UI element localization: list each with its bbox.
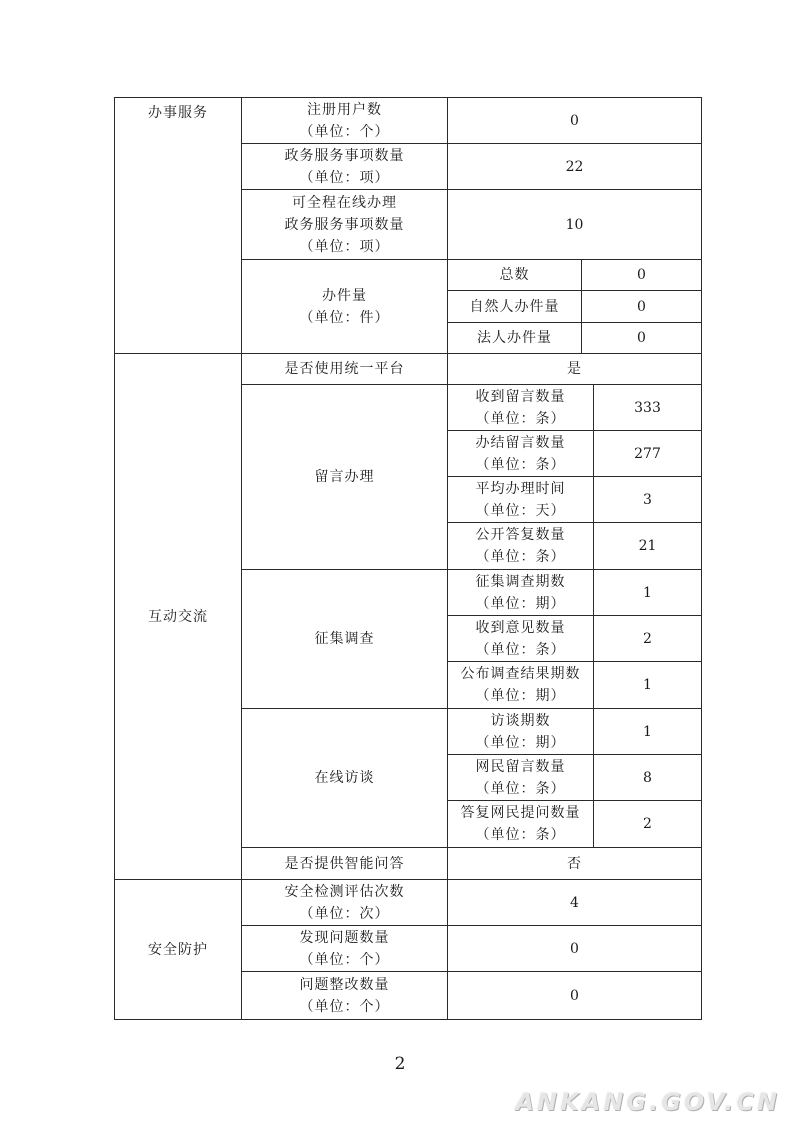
row-online-items-label [241,189,448,260]
messages-sub-label [447,476,594,523]
label: 访谈期数 [490,712,551,729]
handled-sub-value [581,322,702,354]
label: 政务服务事项数量 [284,147,405,164]
survey-sub-label [447,661,594,709]
group-label: 征集调查 [314,631,375,647]
watermark: ANKANG.GOV.CN [515,1088,780,1116]
row-handled-label [241,259,448,354]
interview-sub-value [593,708,702,755]
row-service-items-label [241,143,448,190]
unit: （单位：条） [475,549,566,565]
label: 政务服务事项数量 [284,216,405,233]
interview-sub-label [447,754,594,801]
value: 0 [637,330,646,346]
unit: （单位：次） [299,905,390,922]
label: 可全程在线办理 [292,194,397,211]
row-smart-qa-value [447,847,702,880]
unit: （单位：期） [475,734,566,751]
survey-sub-value [593,661,702,709]
messages-sub-label [447,522,594,570]
security-row-label [241,971,448,1020]
interview-sub-value [593,800,702,848]
value: 2 [643,816,652,832]
handled-sub-label [447,322,582,354]
messages-sub-value [593,384,702,431]
label: 总数 [499,267,530,283]
unit: （单位：条） [475,827,566,843]
messages-sub-value [593,476,702,523]
label: 网民留言数量 [475,758,566,775]
value: 1 [643,584,652,601]
unit: （单位：期） [475,595,566,612]
unit: （单位：件） [299,309,390,326]
messages-sub-value [593,430,702,477]
row-online-items-value [447,189,702,260]
group-survey [241,569,448,709]
group-label: 在线访谈 [314,770,375,786]
group-messages [241,384,448,570]
section-security [114,879,242,1020]
section-interaction-label: 互动交流 [148,608,208,625]
value: 8 [643,769,652,786]
security-row-label [241,925,448,972]
value: 21 [638,538,657,554]
label: 自然人办件量 [469,298,560,315]
value: 3 [643,491,652,508]
group-label: 留言办理 [314,469,375,485]
survey-sub-value [593,615,702,662]
security-row-value [447,925,702,972]
messages-sub-label [447,430,594,477]
row-unified-platform-label [241,353,448,385]
security-row-value [447,879,702,926]
label: 安全检测评估次数 [284,883,405,900]
label: 征集调查期数 [475,573,566,590]
security-row-label [241,879,448,926]
unit: （单位：条） [475,780,566,797]
value: 0 [570,112,579,129]
handled-sub-label [447,290,582,323]
interview-sub-value [593,754,702,801]
label: 答复网民提问数量 [460,805,581,821]
value: 22 [565,158,584,175]
value: 1 [643,677,652,693]
handled-sub-label [447,259,582,291]
value: 277 [634,445,661,462]
section-service-label: 办事服务 [148,105,208,121]
value: 10 [565,216,584,233]
value: 333 [634,399,661,416]
label: 收到意见数量 [475,619,566,636]
unit: （单位：期） [475,688,566,704]
value: 否 [567,855,582,872]
security-row-value [447,971,702,1020]
messages-sub-value [593,522,702,570]
survey-sub-value [593,569,702,616]
unit: （单位：天） [475,502,566,519]
interview-sub-label [447,708,594,755]
survey-sub-label [447,569,594,616]
label: 发现问题数量 [299,929,390,946]
section-service [114,97,242,354]
label: 办件量 [322,287,367,304]
label: 平均办理时间 [475,480,566,497]
unit: （单位：条） [475,456,566,473]
unit: （单位：项） [299,169,390,186]
label: 公布调查结果期数 [460,666,581,682]
value: 0 [637,267,646,283]
label: 收到留言数量 [475,388,566,405]
label: 是否使用统一平台 [284,361,405,377]
row-registered-users-label [241,97,448,144]
value: 4 [570,894,579,911]
value: 0 [570,940,579,957]
label: 公开答复数量 [475,527,566,543]
section-security-label: 安全防护 [148,941,208,958]
group-interview [241,708,448,848]
handled-sub-value [581,290,702,323]
row-registered-users-value [447,97,702,144]
value: 0 [637,298,646,315]
unit: （单位：条） [475,641,566,658]
value: 是 [567,361,582,377]
unit: （单位：个） [299,123,390,140]
row-unified-platform-value [447,353,702,385]
label: 办结留言数量 [475,434,566,451]
interview-sub-label [447,800,594,848]
value: 2 [643,630,652,647]
section-interaction [114,353,242,880]
label: 法人办件量 [477,330,552,346]
unit: （单位：个） [299,998,390,1015]
page-number: 2 [394,1054,406,1074]
row-service-items-value [447,143,702,190]
handled-sub-value [581,259,702,291]
survey-sub-label [447,615,594,662]
label: 注册用户数 [307,101,382,118]
unit: （单位：项） [299,238,390,255]
messages-sub-label [447,384,594,431]
value: 0 [570,987,579,1004]
label: 问题整改数量 [299,976,390,993]
unit: （单位：个） [299,951,390,968]
row-smart-qa-label [241,847,448,880]
label: 是否提供智能问答 [284,855,405,872]
unit: （单位：条） [475,410,566,427]
value: 1 [643,723,652,740]
